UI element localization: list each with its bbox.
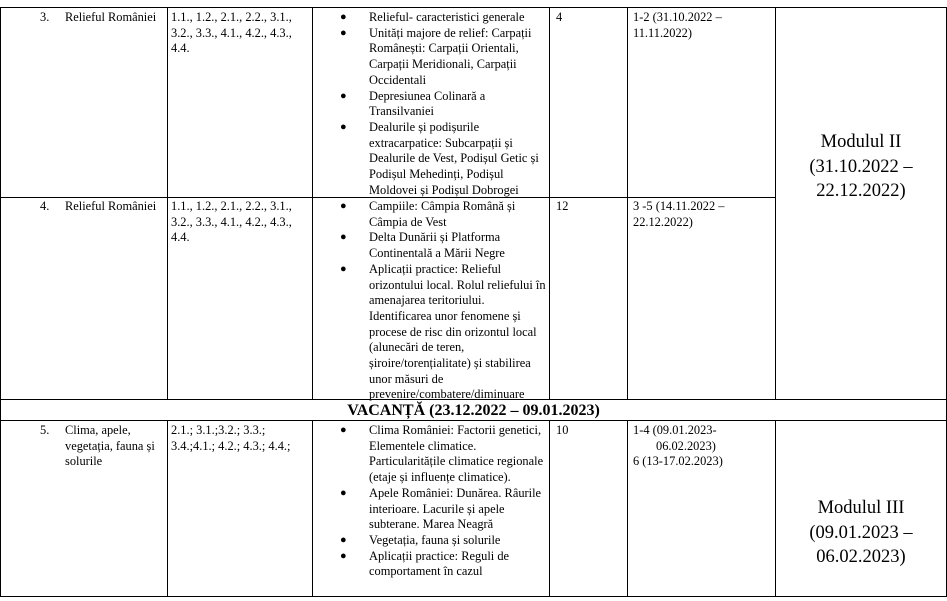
module-2-title: Modulul II — [820, 132, 902, 152]
module-2-start: (31.10.2022 – — [809, 156, 913, 177]
row-theme: Clima, apele, vegetația, fauna și solurile — [65, 423, 155, 469]
topic-item: ● Relieful- caracteristici generale — [340, 10, 525, 24]
col-line-1 — [167, 7, 168, 399]
col-line-4 — [627, 7, 628, 399]
bullet-icon: ● — [340, 549, 347, 562]
bullet-icon: ● — [340, 231, 347, 244]
module-2-end: 22.12.2022) — [816, 181, 906, 201]
topic-item: ● Vegetația, fauna și solurile — [340, 532, 501, 547]
row-competences: 1.1., 1.2., 2.1., 2.2., 3.1., 3.2., 3.3., 4.1., 4.2., 4.3., 4.4. — [171, 10, 292, 56]
row-theme: Relieful României — [65, 199, 157, 213]
bullet-icon: ● — [340, 120, 347, 133]
topic-item: ● Dealurile și podișurile extracarpatice: Subcarpații și Dealurile de Vest, Podișul Getic și Podișul Mehedinți, Podișul Moldovei și Podișul Dobrogei — [340, 119, 539, 197]
table-border-top — [0, 7, 947, 8]
topic-item: ● Apele României: Dunărea. Râurile interioare. Lacurile și apele subterane. Marea Neagră — [340, 485, 542, 532]
module-3-end: 06.02.2023) — [816, 547, 906, 567]
bullet-icon: ● — [340, 533, 347, 546]
row-weeks — [633, 423, 763, 470]
col-line-3 — [549, 7, 550, 399]
topic-item: ● Unități majore de relief: Carpații Românești: Carpații Orientali, Carpații Meridionali, Carpații Occidentali — [340, 25, 532, 87]
bullet-icon: ● — [340, 26, 347, 39]
row-competences: 2.1.; 3.1.;3.2.; 3.3.; 3.4.;4.1.; 4.2.; 4.3.; 4.4.; — [171, 423, 291, 453]
row-number: 5. — [40, 423, 50, 437]
col-line-1-lower — [167, 420, 168, 597]
row-hours: 12 — [556, 199, 569, 213]
topic-item: ● Delta Dunării și Platforma Continentală a Mării Negre — [340, 230, 505, 261]
row-hours: 10 — [556, 423, 569, 437]
bullet-icon: ● — [340, 200, 347, 212]
row-number: 3. — [40, 10, 50, 24]
bullet-icon: ● — [340, 89, 347, 102]
weeks-line: 6 (13-17.02.2023) — [633, 454, 723, 469]
bullet-icon: ● — [340, 262, 347, 275]
weeks-line: 06.02.2023) — [656, 438, 716, 453]
col-line-2 — [312, 7, 313, 399]
vacation-banner: VACANȚĂ (23.12.2022 – 09.01.2023) — [347, 402, 600, 419]
bullet-icon: ● — [340, 11, 347, 23]
col-line-3-lower — [549, 420, 550, 597]
table-border-bottom — [0, 596, 947, 597]
row-topics — [340, 10, 546, 198]
module-3-start: (09.01.2023 – — [809, 522, 913, 543]
col-line-left — [0, 7, 1, 597]
topic-item: ● Depresiunea Colinară a Transilvaniei — [340, 88, 486, 119]
row-weeks: 3 -5 (14.11.2022 – 22.12.2022) — [633, 199, 725, 229]
row-competences: 1.1., 1.2., 2.1., 2.2., 3.1., 3.2., 3.3., 4.1., 4.2., 4.3., 4.4. — [171, 199, 292, 245]
row-weeks: 1-2 (31.10.2022 – 11.11.2022) — [633, 10, 722, 40]
module-3-label — [776, 496, 946, 570]
row-divider-vacation-5 — [0, 420, 947, 421]
bullet-icon: ● — [340, 424, 347, 436]
col-line-4-lower — [627, 420, 628, 597]
topic-item: ● Aplicații practice: Reguli de comportament în cazul — [340, 548, 510, 579]
weeks-line: 1-4 (09.01.2023- — [633, 423, 717, 437]
col-line-2-lower — [312, 420, 313, 597]
topic-item: ● Campiile: Câmpia Română și Câmpia de Vest — [340, 199, 516, 229]
topic-item: ● Clima României: Factorii genetici, Elementele climatice. Particularitățile climatice regionale (etaje și influențe climatice). — [340, 423, 544, 485]
row-number: 4. — [40, 199, 50, 213]
topic-item: ● Aplicații practice: Relieful orizontului local. Rolul reliefului în amenajarea teritoriului. Identificarea unor fenomene și procese de risc din orizontul local (alunecări de teren, șiroire/torențialitate) și stabilirea unor măsuri de prevenire/combatere/diminuare — [340, 261, 546, 402]
module-3-title: Modulul III — [817, 498, 905, 518]
row-theme: Relieful României — [65, 10, 157, 24]
bullet-icon: ● — [340, 486, 347, 499]
row-hours: 4 — [556, 10, 563, 24]
row-topics — [340, 199, 546, 403]
module-2-label — [776, 130, 946, 204]
row-topics — [340, 423, 546, 580]
